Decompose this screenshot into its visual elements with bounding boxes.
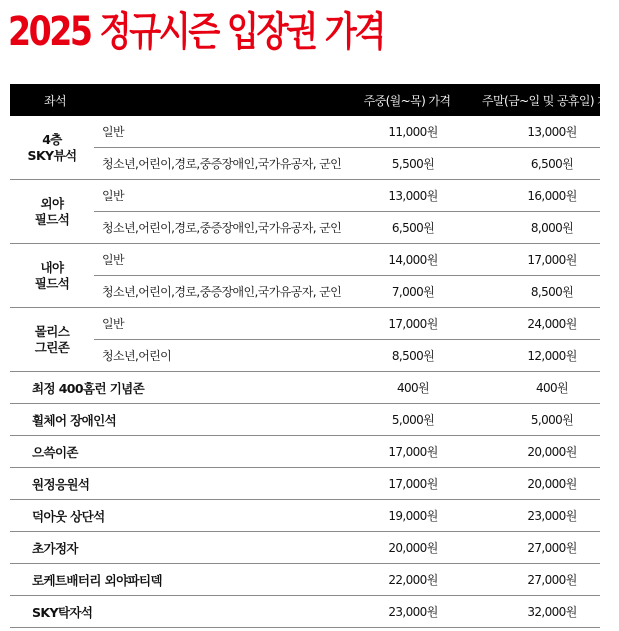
- weekday-price: 14,000원: [324, 244, 462, 276]
- ticket-type: 일반: [94, 308, 324, 340]
- ticket-type: 청소년,어린이,경로,중증장애인,국가유공자, 군인: [94, 276, 324, 308]
- seat-category: [10, 180, 94, 244]
- table-header-row: [10, 84, 600, 116]
- seat-name: 로케트배터리 외야파티덱: [10, 564, 324, 596]
- table-row: [10, 500, 600, 532]
- table-row: [10, 596, 600, 628]
- table-row: [10, 564, 600, 596]
- weekday-price: 13,000원: [324, 180, 462, 212]
- seat-name: 덕아웃 상단석: [10, 500, 324, 532]
- table-row: [10, 308, 600, 340]
- price-table: [10, 84, 619, 628]
- table-row: [10, 372, 600, 404]
- ticket-type: 청소년,어린이,경로,중증장애인,국가유공자, 군인: [94, 148, 324, 180]
- page-title: 2025 정규시즌 입장권 가격: [8, 9, 384, 55]
- weekday-price: 17,000원: [324, 468, 462, 500]
- weekday-price: 400원: [324, 372, 462, 404]
- column-header-weekday-price: 주중(월~목) 가격: [324, 84, 462, 116]
- ticket-type: 청소년,어린이: [94, 340, 324, 372]
- seat-category-line: 필드석: [34, 275, 70, 291]
- table-row: [10, 468, 600, 500]
- weekend-price: 400원: [462, 372, 600, 404]
- seat-category-line: 그린존: [34, 339, 70, 355]
- table-row: [10, 276, 600, 308]
- table-row: [10, 244, 600, 276]
- weekday-price: 5,000원: [324, 404, 462, 436]
- weekday-price: 19,000원: [324, 500, 462, 532]
- weekend-price: 17,000원: [462, 244, 600, 276]
- weekend-price: 8,000원: [462, 212, 600, 244]
- ticket-type: 일반: [94, 116, 324, 148]
- weekend-price: 12,000원: [462, 340, 600, 372]
- column-header-seat: 좌석: [10, 84, 324, 116]
- weekday-price: 11,000원: [324, 116, 462, 148]
- seat-category-line: 몰리스: [34, 323, 70, 339]
- weekend-price: 27,000원: [462, 564, 600, 596]
- seat-name: SKY탁자석: [10, 596, 324, 628]
- weekend-price: 24,000원: [462, 308, 600, 340]
- seat-name: 으쓱이존: [10, 436, 324, 468]
- weekend-price: 23,000원: [462, 500, 600, 532]
- ticket-type: 일반: [94, 180, 324, 212]
- weekday-price: 22,000원: [324, 564, 462, 596]
- weekday-price: 17,000원: [324, 436, 462, 468]
- seat-category-line: SKY뷰석: [27, 147, 77, 163]
- seat-name: 초가정자: [10, 532, 324, 564]
- table-row: [10, 116, 600, 148]
- weekday-price: 17,000원: [324, 308, 462, 340]
- weekend-price: 6,500원: [462, 148, 600, 180]
- weekend-price: 8,500원: [462, 276, 600, 308]
- seat-category: [10, 308, 94, 372]
- table-row: [10, 340, 600, 372]
- weekday-price: 20,000원: [324, 532, 462, 564]
- weekend-price: 32,000원: [462, 596, 600, 628]
- seat-category: [10, 116, 94, 180]
- weekday-price: 23,000원: [324, 596, 462, 628]
- seat-category-line: 외야: [40, 195, 64, 211]
- seat-name: 원정응원석: [10, 468, 324, 500]
- table-row: [10, 404, 600, 436]
- weekend-price: 20,000원: [462, 436, 600, 468]
- seat-category-line: 내야: [40, 259, 64, 275]
- table-row: [10, 212, 600, 244]
- ticket-type: 청소년,어린이,경로,중증장애인,국가유공자, 군인: [94, 212, 324, 244]
- weekend-price: 5,000원: [462, 404, 600, 436]
- table-row: [10, 436, 600, 468]
- seat-name: 최정 400홈런 기념존: [10, 372, 324, 404]
- seat-category-line: 필드석: [34, 211, 70, 227]
- weekday-price: 8,500원: [324, 340, 462, 372]
- ticket-type: 일반: [94, 244, 324, 276]
- table-row: [10, 180, 600, 212]
- table-row: [10, 148, 600, 180]
- weekday-price: 5,500원: [324, 148, 462, 180]
- weekend-price: 16,000원: [462, 180, 600, 212]
- column-header-weekend-price: 주말(금~일 및 공휴일) 가격: [462, 84, 600, 116]
- seat-category: [10, 244, 94, 308]
- weekend-price: 27,000원: [462, 532, 600, 564]
- seat-category-line: 4층: [42, 131, 62, 147]
- weekend-price: 20,000원: [462, 468, 600, 500]
- weekday-price: 7,000원: [324, 276, 462, 308]
- table-row: [10, 532, 600, 564]
- weekday-price: 6,500원: [324, 212, 462, 244]
- weekend-price: 13,000원: [462, 116, 600, 148]
- seat-name: 휠체어 장애인석: [10, 404, 324, 436]
